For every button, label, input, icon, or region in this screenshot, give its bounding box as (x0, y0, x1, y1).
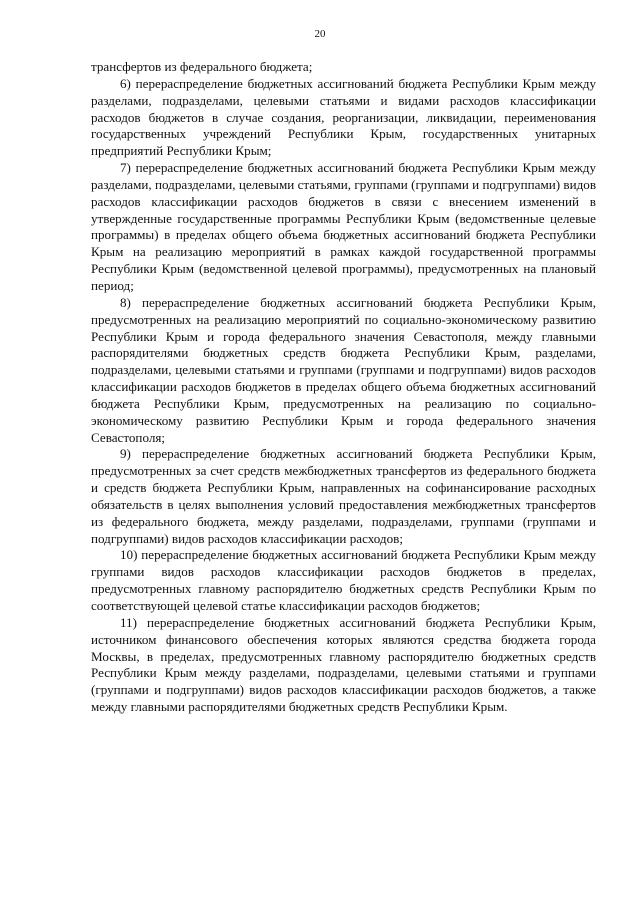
paragraph-item-11: 11) перераспределение бюджетных ассигнований бюджета Республики Крым, источником финансового обеспечения которых являются средства бюджета города Москвы, в пределах, предусмотренных главному распорядителю бюджетных средств Республики Крым между разделами, подразделами, целевыми статьями и группами (группами и подгруппами) видов расходов классификации расходов бюджетов, а также между главными распорядителями бюджетных средств Республики Крым. (91, 614, 596, 715)
paragraph-item-10: 10) перераспределение бюджетных ассигнований бюджета Республики Крым между группами видов расходов классификации расходов бюджетов в пределах, предусмотренных главному распорядителю бюджетных средств Республики Крым по соответствующей целевой статье классификации расходов бюджетов; (91, 547, 596, 613)
page-number: 20 (314, 28, 326, 40)
paragraph-item-9: 9) перераспределение бюджетных ассигнований бюджета Республики Крым, предусмотренных за счет средств межбюджетных трансфертов из федерального бюджета и средств бюджета Республики Крым, направленных на софинансирование расходных обязательств в целях выполнения условий предоставления межбюджетных трансфертов из федерального бюджета, между разделами, подразделами, группами (группами и подгруппами) видов расходов классификации расходов; (91, 446, 596, 546)
paragraph-item-6: 6) перераспределение бюджетных ассигнований бюджета Республики Крым между разделами, подразделами, целевыми статьями и видами расходов классификации расходов бюджетов в случае создания, реорганизации, ликвидации, переименования государственных учреждений Республики Крым, государственных унитарных предприятий Республики Крым; (91, 75, 596, 159)
paragraph-continuation: трансфертов из федерального бюджета; (91, 59, 313, 74)
paragraph-item-7: 7) перераспределение бюджетных ассигнований бюджета Республики Крым между разделами, подразделами, целевыми статьями, группами (группами и подгруппами) видов расходов классификации расходов бюджетов в связи с внесением изменений в утвержденные государственные программы Республики Крым (ведомственные целевые программы) в пределах общего объема бюджетных ассигнований бюджета Республики Крым на реализацию мероприятий в рамках каждой государственной программы Республики Крым (ведомственной целевой программы), предусмотренных на плановый период; (91, 160, 596, 293)
document-body (91, 59, 596, 716)
paragraph-item-8: 8) перераспределение бюджетных ассигнований бюджета Республики Крым, предусмотренных на реализацию мероприятий по социально-экономическому развитию Республики Крым и города федерального значения Севастополя, между главными распорядителями бюджетных средств бюджета Республики Крым, разделами, подразделами, целевыми статьями и группами (группами и подгруппами) видов расходов классификации расходов бюджетов в пределах общего объема бюджетных ассигнований бюджета Республики Крым, предусмотренных на реализацию по социально-экономическому развитию Республики Крым и города федерального значения Севастополя; (91, 294, 596, 445)
